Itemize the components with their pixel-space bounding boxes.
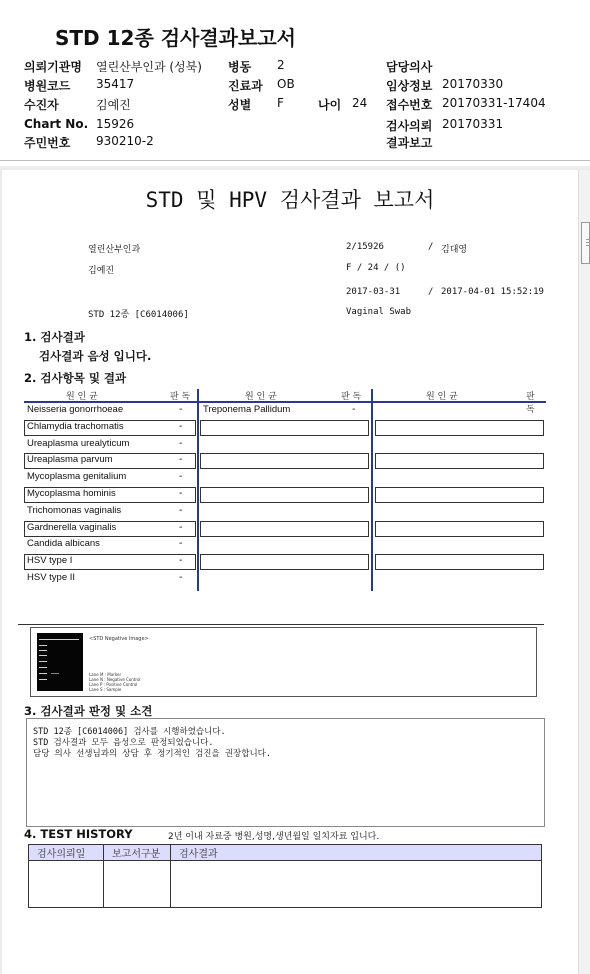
section1-title: 1. 검사결과 bbox=[24, 330, 85, 344]
gel-band bbox=[39, 673, 47, 674]
meta-test: STD 12종 [C6014006] bbox=[88, 310, 189, 320]
col2-res-header: 판 독 bbox=[341, 392, 362, 402]
history-col-report-type: 보고서구분 bbox=[104, 845, 171, 861]
col2-org-header: 원 인 균 bbox=[245, 392, 277, 402]
opinion-line-3: 담당 의사 선생님과의 상담 후 정기적인 검진을 권장합니다. bbox=[33, 749, 272, 759]
section2-title: 2. 검사항목 및 결과 bbox=[24, 371, 127, 385]
table-cell bbox=[104, 861, 171, 908]
organism-result: - bbox=[179, 454, 183, 466]
gel-legend-4: Lane S : Sample bbox=[89, 687, 122, 692]
gel-band bbox=[39, 661, 47, 662]
result-row-box bbox=[375, 453, 544, 469]
grip-line bbox=[586, 245, 590, 246]
section4-note: 2년 이내 자료중 병원,성명,생년월일 일치자료 입니다. bbox=[168, 832, 380, 842]
image-divider bbox=[18, 624, 544, 625]
organism-result: - bbox=[179, 521, 183, 533]
meta-chart-ref: 2/15926 bbox=[346, 242, 384, 252]
document-title: STD 및 HPV 검사결과 보고서 bbox=[145, 188, 435, 212]
meta-patient: 김예진 bbox=[88, 266, 115, 276]
organism-result: - bbox=[179, 555, 183, 567]
hospital-code-value: 35417 bbox=[96, 77, 135, 91]
organism-name: Mycoplasma genitalium bbox=[27, 471, 127, 483]
gel-legend-1: Lane M : Marker bbox=[89, 672, 122, 677]
report-title: STD 12종 검사결과보고서 bbox=[55, 26, 296, 50]
table-header-row bbox=[29, 845, 542, 861]
meta-doctor: 김대영 bbox=[441, 245, 468, 255]
section4-title: 4. TEST HISTORY bbox=[24, 827, 133, 841]
chart-no-value: 15926 bbox=[96, 117, 135, 131]
organism-name: Ureaplasma parvum bbox=[27, 454, 113, 466]
ward-label: 병동 bbox=[228, 60, 252, 74]
gel-image-frame bbox=[30, 627, 537, 697]
col1-org-header: 원 인 균 bbox=[66, 392, 98, 402]
col2-header bbox=[199, 389, 372, 403]
result-row-box bbox=[200, 420, 369, 436]
opinion-box bbox=[26, 718, 545, 827]
col-divider-2 bbox=[371, 389, 373, 591]
opinion-line-2: STD 검사결과 모두 음성으로 판정되었습니다. bbox=[33, 738, 214, 748]
sex-label: 성별 bbox=[228, 98, 252, 112]
test-history-table bbox=[28, 844, 542, 908]
meta-date1: 2017-03-31 bbox=[346, 287, 401, 297]
institution-value: 열린산부인과 (성북) bbox=[96, 60, 202, 74]
table-row bbox=[29, 861, 542, 908]
request-date-label: 검사의뢰 bbox=[386, 119, 433, 133]
result-row-box bbox=[200, 554, 369, 570]
gel-band bbox=[39, 667, 47, 668]
col3-org-header: 원 인 균 bbox=[426, 392, 458, 402]
organism-result: - bbox=[352, 404, 356, 415]
request-date-value: 20170331 bbox=[442, 117, 504, 131]
organism-name: Trichomonas vaginalis bbox=[27, 504, 122, 516]
institution-label: 의뢰기관명 bbox=[24, 60, 82, 74]
gel-band bbox=[39, 679, 47, 680]
section1-text: 검사결과 음성 입니다. bbox=[39, 349, 152, 363]
report-document[interactable] bbox=[2, 170, 578, 974]
gel-caption: <STD Negative Image> bbox=[89, 636, 149, 642]
organism-name: Treponema Pallidum bbox=[203, 404, 291, 415]
sex-value: F bbox=[277, 96, 284, 110]
gel-band bbox=[51, 673, 59, 674]
chart-no-label: Chart No. bbox=[24, 117, 89, 131]
gel-band bbox=[39, 639, 79, 640]
age-label: 나이 bbox=[318, 98, 342, 112]
receipt-no-label: 접수번호 bbox=[386, 98, 433, 112]
vertical-scrollbar[interactable] bbox=[578, 170, 590, 974]
organism-name: Chlamydia trachomatis bbox=[27, 420, 124, 432]
table-cell bbox=[29, 861, 104, 908]
section3-title: 3. 검사결과 판정 및 소견 bbox=[24, 704, 153, 718]
gel-band bbox=[39, 655, 47, 656]
meta-doctor-separator: / bbox=[428, 242, 434, 252]
organism-result: - bbox=[179, 471, 183, 483]
grip-line bbox=[586, 242, 590, 243]
organism-result: - bbox=[179, 572, 183, 583]
ward-value: 2 bbox=[277, 58, 285, 72]
organism-name: Ureaplasma urealyticum bbox=[27, 437, 130, 449]
organism-name: HSV type I bbox=[27, 555, 73, 567]
meta-date2: 2017-04-01 15:52:19 bbox=[441, 287, 544, 297]
organism-result: - bbox=[179, 504, 183, 516]
doctor-label: 담당의사 bbox=[386, 60, 433, 74]
patient-label: 수진자 bbox=[24, 98, 59, 112]
col1-res-header: 판 독 bbox=[170, 392, 191, 402]
organism-name: Neisseria gonorrhoeae bbox=[27, 404, 124, 415]
resident-no-value: 930210-2 bbox=[96, 134, 154, 148]
organism-name: HSV type II bbox=[27, 572, 76, 583]
opinion-line-1: STD 12종 [C6014006] 검사를 시행하였습니다. bbox=[33, 727, 226, 737]
patient-value: 김예진 bbox=[96, 98, 131, 112]
meta-specimen: Vaginal Swab bbox=[346, 307, 412, 317]
organism-name: Gardnerella vaginalis bbox=[27, 521, 117, 533]
col3-header bbox=[372, 389, 546, 415]
clinical-info-value: 20170330 bbox=[442, 77, 504, 91]
department-value: OB bbox=[277, 77, 295, 91]
header-divider bbox=[0, 160, 590, 161]
result-row-box bbox=[200, 521, 369, 537]
organism-name: Candida albicans bbox=[27, 538, 100, 550]
report-label: 결과보고 bbox=[386, 136, 433, 150]
organism-result: - bbox=[179, 488, 183, 499]
result-row-box bbox=[375, 420, 544, 436]
table-cell bbox=[171, 861, 542, 908]
resident-no-label: 주민번호 bbox=[24, 136, 71, 150]
gel-image bbox=[37, 633, 83, 691]
result-row-box bbox=[375, 487, 544, 503]
result-row-box bbox=[200, 487, 369, 503]
grip-line bbox=[586, 239, 590, 240]
department-label: 진료과 bbox=[228, 79, 263, 93]
age-value: 24 bbox=[352, 96, 368, 110]
scrollbar-thumb[interactable] bbox=[581, 222, 590, 264]
report-header bbox=[0, 0, 590, 166]
gel-legend-2: Lane N : Negative Control bbox=[89, 677, 141, 682]
gel-band bbox=[39, 645, 47, 646]
result-row-box bbox=[375, 521, 544, 537]
col1-header bbox=[24, 389, 199, 403]
gel-legend-3: Lane P : Positive Control bbox=[89, 682, 138, 687]
history-col-request-date: 검사의뢰일 bbox=[29, 845, 104, 861]
history-col-result: 검사결과 bbox=[171, 845, 542, 861]
organism-result: - bbox=[179, 538, 183, 550]
col-divider-1 bbox=[197, 389, 199, 591]
receipt-no-value: 20170331-17404 bbox=[442, 96, 546, 110]
meta-sex-age: F / 24 / () bbox=[346, 263, 406, 273]
clinical-info-label: 임상정보 bbox=[386, 79, 433, 93]
meta-clinic: 열린산부인과 bbox=[88, 245, 141, 255]
meta-date-separator: / bbox=[428, 287, 434, 297]
organism-result: - bbox=[179, 420, 183, 432]
organism-result: - bbox=[179, 437, 183, 449]
hospital-code-label: 병원코드 bbox=[24, 79, 71, 93]
gel-band bbox=[39, 650, 47, 651]
col3-res-header: 판 독 bbox=[526, 392, 535, 415]
result-row-box bbox=[200, 453, 369, 469]
result-row-box bbox=[375, 554, 544, 570]
organism-name: Mycoplasma hominis bbox=[27, 488, 116, 499]
organism-result: - bbox=[179, 404, 183, 415]
